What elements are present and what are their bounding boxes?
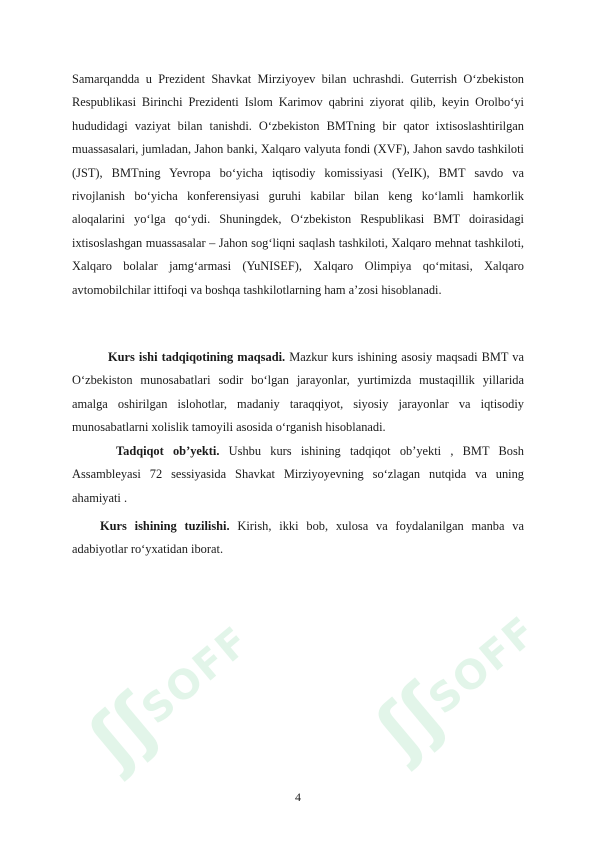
- soff-watermark-right: [350, 586, 564, 795]
- object-heading: Tadqiqot ob’yekti.: [116, 443, 220, 458]
- paragraph-object: [72, 440, 524, 510]
- paragraph-intro: Samarqandda u Prezident Shavkat Mirziyoyev bilan uchrashdi. Guterrish O‘zbekiston Respublikasi Birinchi Prezidenti Islom Karimov qabrini ziyorat qilib, keyin Orolbo‘yi hududidagi vaziyat bilan tanishdi. O‘zbekiston BMTning bir qator ixtisoslashtirilgan muassasalari, jumladan, Jahon banki, Xalqaro valyuta fondi (XVF), Jahon savdo tashkiloti (JST), BMTning Yevropa bo‘yicha iqtisodiy komissiyasi (YeIK), BMT savdo va rivojlanish bo‘yicha konferensiyasi guruhi kabilar bilan keng ko‘lamli hamkorlik aloqalarini yo‘lga qo‘ydi. Shuningdek, O‘zbekiston Respublikasi BMT doirasidagi ixtisoslashgan muassasalar – Jahon sog‘liqni saqlash tashkiloti, Xalqaro mehnat tashkiloti, Xalqaro bolalar jamg‘armasi (YuNISEF), Xalqaro Olimpiya qo‘mitasi, Xalqaro avtomobilchilar ittifoqi va boshqa tashkilotlarning ham a’zosi hisoblanadi.: [72, 72, 524, 297]
- watermark-text: SOFF: [420, 607, 546, 724]
- purpose-heading: Kurs ishi tadqiqotining maqsadi.: [108, 350, 286, 365]
- page-content: [72, 68, 524, 562]
- purpose-text: Mazkur kurs ishining asosiy maqsadi BMT va O‘zbekiston munosabatlari sodir bo‘lgan jarayonlar, yurtimizda mustaqillik yillarida amalga oshirilgan islohotlar, madaniy taraqqiyot, siyosiy jarayonlar va iqtisodiy munosabatlarni xolislik tamoyili asosida o‘rganish hisoblanadi.: [72, 350, 524, 435]
- structure-heading: Kurs ishining tuzilishi.: [100, 518, 230, 533]
- paragraph-purpose: [72, 346, 524, 440]
- soff-watermark-left: [63, 596, 277, 805]
- paragraph-structure: [72, 515, 524, 562]
- page-number: 4: [295, 790, 301, 804]
- paragraph-spacer: [72, 302, 524, 346]
- soff-logo-icon: ʃʃ: [73, 678, 174, 782]
- object-text: Ushbu kurs ishining tadqiqot ob’yekti , BMT Bosh Assambleyasi 72 sessiyasida Shavkat Mirziyoyevning so‘zlagan nutqida va uning ahamiyati .: [72, 443, 524, 505]
- soff-logo-icon: ʃʃ: [360, 668, 461, 772]
- watermark-text: SOFF: [133, 617, 259, 734]
- structure-text: Kirish, ikki bob, xulosa va foydalanilgan manba va adabiyotlar ro‘yxatidan iborat.: [72, 518, 524, 557]
